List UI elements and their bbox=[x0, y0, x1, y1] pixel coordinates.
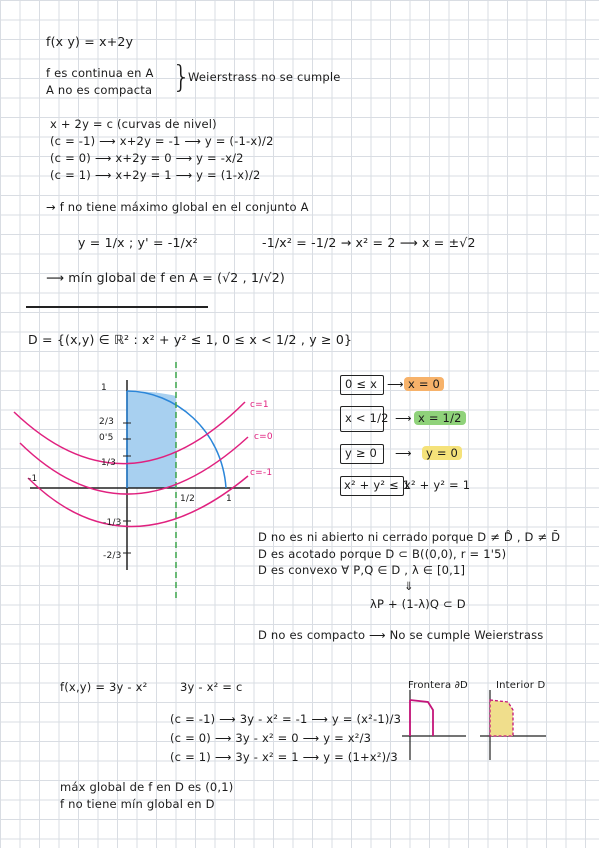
y-tick-label: 1 bbox=[101, 383, 107, 393]
double-down-arrow-icon: ⇓ bbox=[404, 579, 414, 593]
y-tick-label: 2/3 bbox=[99, 417, 115, 427]
property-open-closed: D no es ni abierto ni cerrado porque D ≠ D̊ , D ≠ D̄ bbox=[258, 530, 561, 544]
y-tick-label: 0'5 bbox=[99, 433, 114, 443]
condition-result: x = 0 bbox=[404, 377, 444, 391]
function-definition-1: f(x y) = x+2y bbox=[46, 34, 134, 49]
property-bounded: D es acotado porque D ⊂ B((0,0), r = 1'5) bbox=[258, 547, 507, 561]
derivative-solve-line: -1/x² = -1/2 → x² = 2 ⟶ x = ±√2 bbox=[262, 235, 476, 250]
set-D-definition: D = {(x,y) ∈ ℝ² : x² + y² ≤ 1, 0 ≤ x < 1/2 , y ≥ 0} bbox=[28, 332, 353, 347]
condition-result: x² + y² = 1 bbox=[404, 478, 471, 492]
level-curve-line-2: (c = -1) ⟶ 3y - x² = -1 ⟶ y = (x²-1)/3 bbox=[170, 712, 402, 726]
min-global-statement: ⟶ mín global de f en A = (√2 , 1/√2) bbox=[46, 270, 285, 285]
condition-box: 0 ≤ x bbox=[345, 377, 378, 391]
condition-result: x = 1/2 bbox=[414, 411, 466, 425]
interior-sketch bbox=[490, 700, 513, 736]
condition-box: x² + y² ≤ 1 bbox=[344, 478, 411, 492]
level-curve-line: (c = 1) ⟶ x+2y = 1 ⟶ y = (1-x)/2 bbox=[50, 168, 261, 182]
curve-label: c=1 bbox=[250, 400, 269, 410]
property-convex: D es convexo ∀ P,Q ∈ D , λ ∈ [0,1] bbox=[258, 563, 466, 577]
no-min-statement: f no tiene mín global en D bbox=[60, 797, 215, 811]
implies-arrow-icon: ⟶ bbox=[395, 411, 412, 425]
brace-result: Weierstrass no se cumple bbox=[188, 70, 341, 84]
derivative-line: y = 1/x ; y' = -1/x² bbox=[78, 235, 198, 250]
implies-arrow-icon: ⟶ bbox=[395, 446, 412, 460]
condition-result: y = 0 bbox=[422, 446, 462, 460]
level-curve-line-2: (c = 1) ⟶ 3y - x² = 1 ⟶ y = (1+x²)/3 bbox=[170, 750, 398, 764]
condition-box: y ≥ 0 bbox=[345, 446, 378, 460]
x-tick-label: 1/2 bbox=[180, 494, 196, 504]
no-max-statement: → f no tiene máximo global en el conjunto A bbox=[46, 200, 309, 214]
y-tick-label: 1/3 bbox=[101, 458, 117, 468]
implies-arrow-icon: ⟶ bbox=[387, 377, 404, 391]
frontier-label: Frontera ∂D bbox=[408, 680, 468, 691]
level-curve-line: (c = 0) ⟶ x+2y = 0 ⟶ y = -x/2 bbox=[50, 151, 244, 165]
x-tick-label: -1 bbox=[28, 474, 38, 484]
y-tick-label: -2/3 bbox=[103, 551, 122, 561]
curve-label: c=-1 bbox=[250, 468, 273, 478]
frontier-sketch bbox=[410, 700, 433, 736]
x-tick-label: 1 bbox=[226, 494, 232, 504]
max-global-statement: máx global de f en D es (0,1) bbox=[60, 780, 234, 794]
function-definition-2: f(x,y) = 3y - x² bbox=[60, 680, 148, 694]
brace-premise-continuous: f es continua en A bbox=[46, 66, 154, 80]
interior-label: Interior D bbox=[496, 680, 546, 691]
level-curve-line-2: (c = 0) ⟶ 3y - x² = 0 ⟶ y = x²/3 bbox=[170, 731, 372, 745]
not-compact-statement: D no es compacto ⟶ No se cumple Weierstrass bbox=[258, 628, 544, 642]
level-curves-title: x + 2y = c (curvas de nivel) bbox=[50, 117, 217, 131]
curve-label: c=0 bbox=[254, 432, 273, 442]
property-convex-combination: λP + (1-λ)Q ⊂ D bbox=[370, 597, 466, 611]
y-tick-label: -1/3 bbox=[103, 518, 122, 528]
level-equation-2: 3y - x² = c bbox=[180, 680, 243, 694]
domain-shaded-region bbox=[127, 391, 176, 488]
brace-premise-not-compact: A no es compacta bbox=[46, 83, 153, 97]
condition-box: x < 1/2 bbox=[345, 411, 389, 425]
curly-brace-icon: } bbox=[172, 60, 192, 95]
level-curve-line: (c = -1) ⟶ x+2y = -1 ⟶ y = (-1-x)/2 bbox=[50, 134, 274, 148]
